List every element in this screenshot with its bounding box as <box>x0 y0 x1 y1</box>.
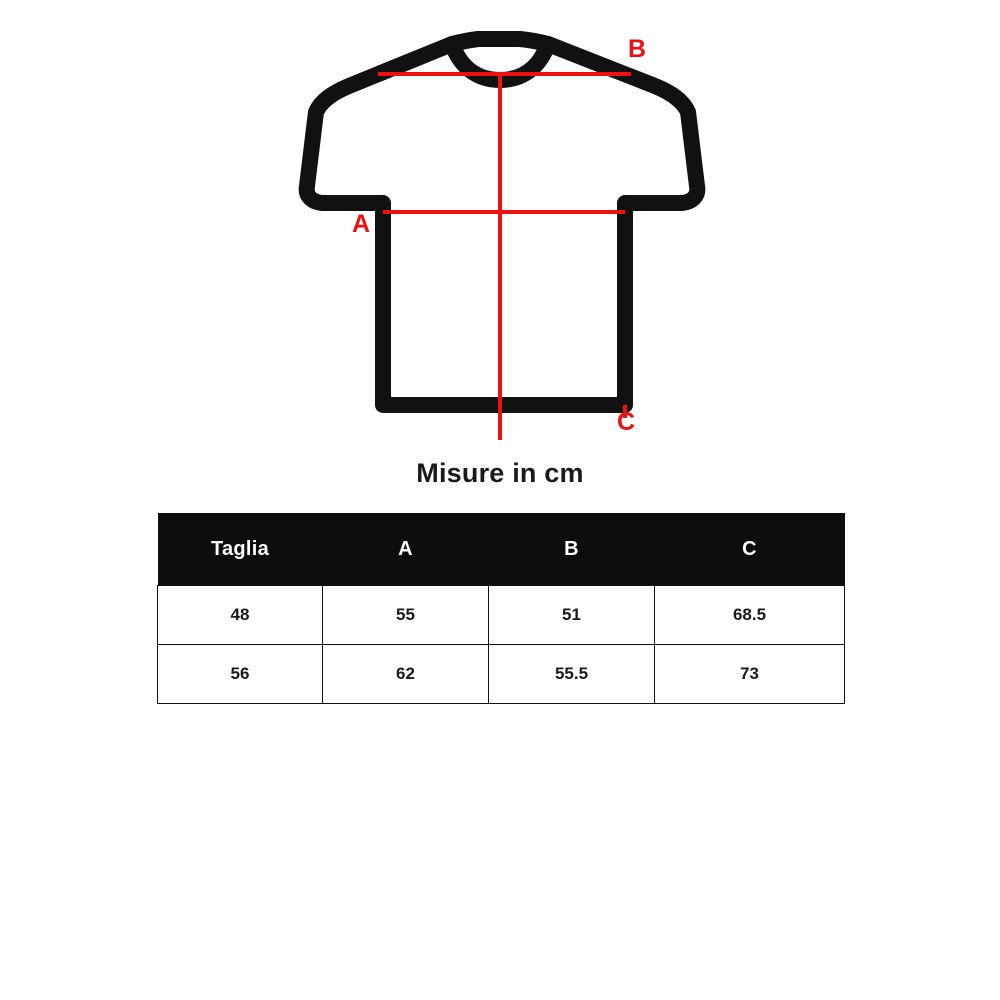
dimension-label-c: C <box>617 408 636 436</box>
tshirt-outline-icon <box>0 0 1000 450</box>
size-table <box>157 513 845 704</box>
table-cell-size: 56 <box>158 645 323 704</box>
tshirt-diagram <box>0 0 1000 450</box>
table-header-c: C <box>655 513 845 586</box>
table-header-taglia: Taglia <box>158 513 323 586</box>
dimension-label-a: A <box>352 210 371 238</box>
table-cell-size: 48 <box>158 586 323 645</box>
table-cell-a: 55 <box>323 586 489 645</box>
table-cell-c: 68.5 <box>655 586 845 645</box>
table-row <box>158 586 845 645</box>
table-cell-c: 73 <box>655 645 845 704</box>
table-header-a: A <box>323 513 489 586</box>
table-header-row <box>158 513 845 586</box>
table-header-b: B <box>489 513 655 586</box>
table-cell-b: 51 <box>489 586 655 645</box>
table-cell-a: 62 <box>323 645 489 704</box>
measurement-unit-caption: Misure in cm <box>416 458 584 488</box>
table-cell-b: 55.5 <box>489 645 655 704</box>
dimension-label-b: B <box>628 35 647 63</box>
table-row <box>158 645 845 704</box>
